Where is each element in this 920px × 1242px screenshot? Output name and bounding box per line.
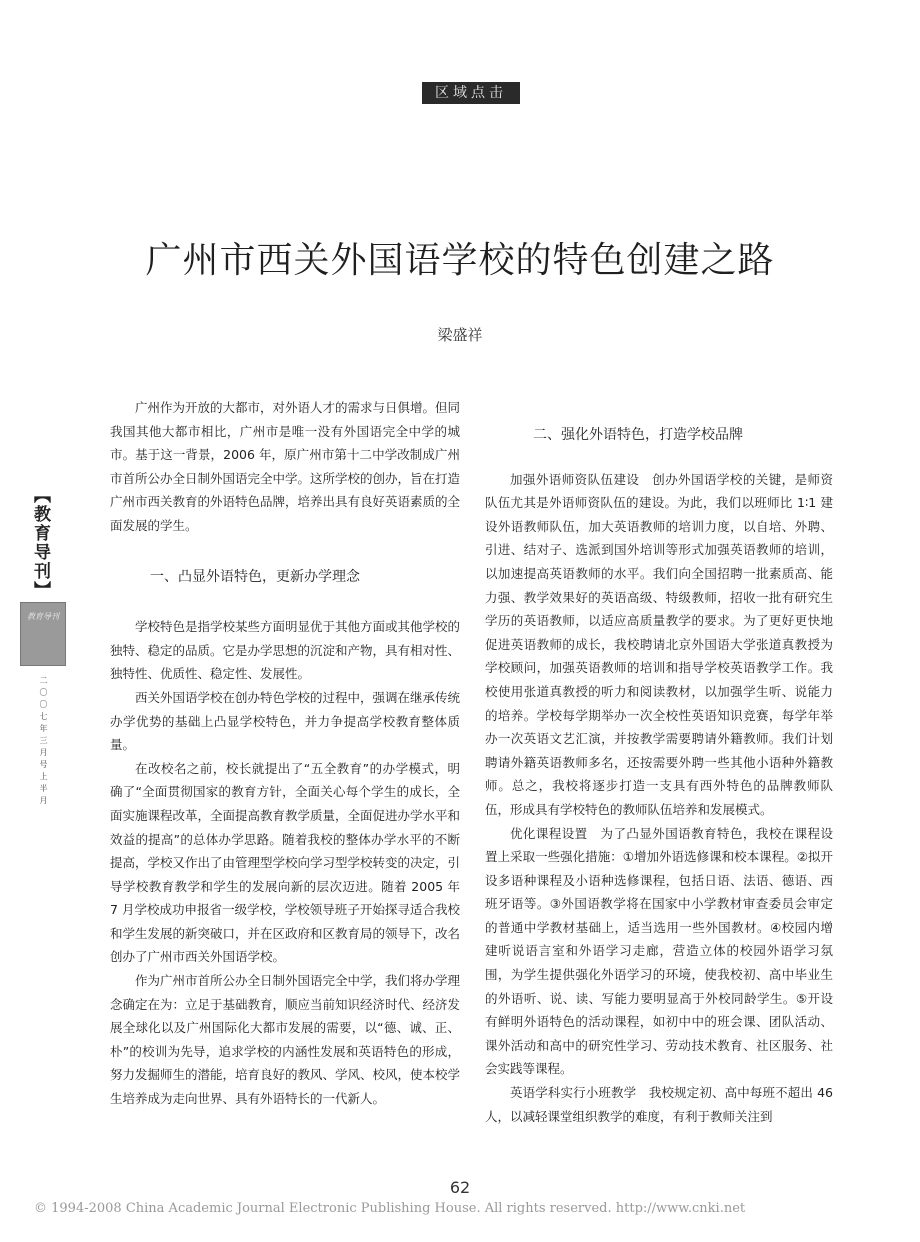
intro-paragraph: 广州作为开放的大都市，对外语人才的需求与日俱增。但同我国其他大都市相比，广州市是唯一没有外国语完全中学的城市。基于这一背景，2006 年，原广州市第十二中学改制成广州市首所公办全日制外国语完全中学。这所学校的创办，旨在打造广州市西关教育的外语特色品牌，培养出具有良好英语素质的全面发展的学生。 [110, 400, 461, 533]
paragraph: 作为广州市首所公办全日制外国语完全中学，我们将办学理念确定在为：立足于基础教育，顺应当前知识经济时代、经济发展全球化以及广州国际化大都市发展的需要，以“德、诚、正、朴”的校训为先导，追求学校的内涵性发展和英语特色的形成，努力发掘师生的潜能，培育良好的教风、学风、校风，使本校学生培养成为走向世界、具有外语特长的一代新人。 [110, 973, 461, 1107]
journal-cover-image [20, 602, 66, 666]
journal-sidebar [18, 486, 58, 600]
journal-name: 【教育导刊】 [30, 486, 50, 600]
section-tag: 区域点击 [422, 82, 520, 104]
section-heading-2: 二、强化外语特色，打造学校品牌 [533, 427, 743, 443]
paragraph: 西关外国语学校在创办特色学校的过程中，强调在继承传统办学优势的基础上凸显学校特色，并力争提高学校教育整体质量。 [110, 689, 461, 753]
paragraph: 加强外语师资队伍建设 创办外国语学校的关键，是师资队伍尤其是外语师资队伍的建设。为此，我们以班师比 1∶1 建设外语教师队伍，加大英语教师的培训力度，以自培、外聘、引进、结对子、选派到国外培训等形式加强英语教师的培训，以加速提高英语教师的水平。我们向全国招聘一批素质高、能力强、教学效果好的英语高级、特级教师，招收一批有研究生学历的英语教师，以适应高质量教学的要求。为了更好更快地促进英语教师的成长，我校聘请北京外国语大学张道真教授为学校顾问，加强英语教师的培训和指导学校英语教学工作。我校使用张道真教授的听力和阅读教材，以加强学生听、说能力的培养。学校每学期举办一次全校性英语知识竞赛，每学年举办一次英语文艺汇演，并按教学需要聘请外籍教师。我们计划聘请外籍英语教师多名，还按需要外聘一些其他小语种外籍教师。总之，我校将逐步打造一支具有西外特色的品牌教师队伍，形成具有学校特色的教师队伍培养和发展模式。 [485, 471, 833, 817]
author-name: 梁盛祥 [437, 326, 483, 344]
cover-title: 教育导刊 [27, 612, 59, 621]
issue-info: 二〇〇七年三月号上半月 [39, 676, 48, 808]
article-title: 广州市西关外国语学校的特色创建之路 [145, 240, 775, 281]
paragraph: 在改校名之前，校长就提出了“五全教育”的办学模式，明确了“全面贯彻国家的教育方针，全面关心每个学生的成长，全面实施课程改革，全面提高教育教学质量，全面促进办学水平和效益的提高”的总体办学思路。随着我校的整体办学水平的不断提高，学校又作出了由管理型学校向学习型学校转变的决定，引导学校教育教学和学生的发展向新的层次迈进。随着 2005 年 7 月学校成功申报省一级学校，学校领导班子开始探寻适合我校和学生发展的新突破口，并在区政府和区教育局的领导下，改名创办了广州市西关外国语学校。 [110, 760, 461, 965]
paragraph: 学校特色是指学校某些方面明显优于其他方面或其他学校的独特、稳定的品质。它是办学思想的沉淀和产物，具有相对性、独特性、优质性、稳定性、发展性。 [110, 619, 461, 682]
paragraph: 英语学科实行小班教学 我校规定初、高中每班不超出 46 人，以减轻课堂组织教学的难度，有利于教师关注到 [485, 1085, 833, 1124]
page-number: 62 [449, 1178, 471, 1197]
paragraph: 优化课程设置 为了凸显外国语教育特色，我校在课程设置上采取一些强化措施：①增加外语选修课和校本课程。②拟开设多语种课程及小语种选修课程，包括日语、法语、德语、西班牙语等。③外国语教学将在国家中小学教材审查委员会审定的普通中学教材基础上，适当选用一些外国教材。④校园内增建听说语言室和外语学习走廊，营造立体的校园外语学习氛围，为学生提供强化外语学习的环境，使我校初、高中毕业生的外语听、说、读、写能力要明显高于外校同龄学生。⑤开设有鲜明外语特色的活动课程，如初中中的班会课、团队活动、课外活动和高中的研究性学习、劳动技术教育、社区服务、社会实践等课程。 [485, 825, 833, 1077]
copyright-footer: © 1994-2008 China Academic Journal Electronic Publishing House. All rights reserved. http://www.cnki.net [34, 1201, 746, 1216]
right-column [485, 398, 833, 1128]
section-heading-1: 一、凸显外语特色，更新办学理念 [150, 568, 360, 585]
left-column [110, 396, 460, 1111]
